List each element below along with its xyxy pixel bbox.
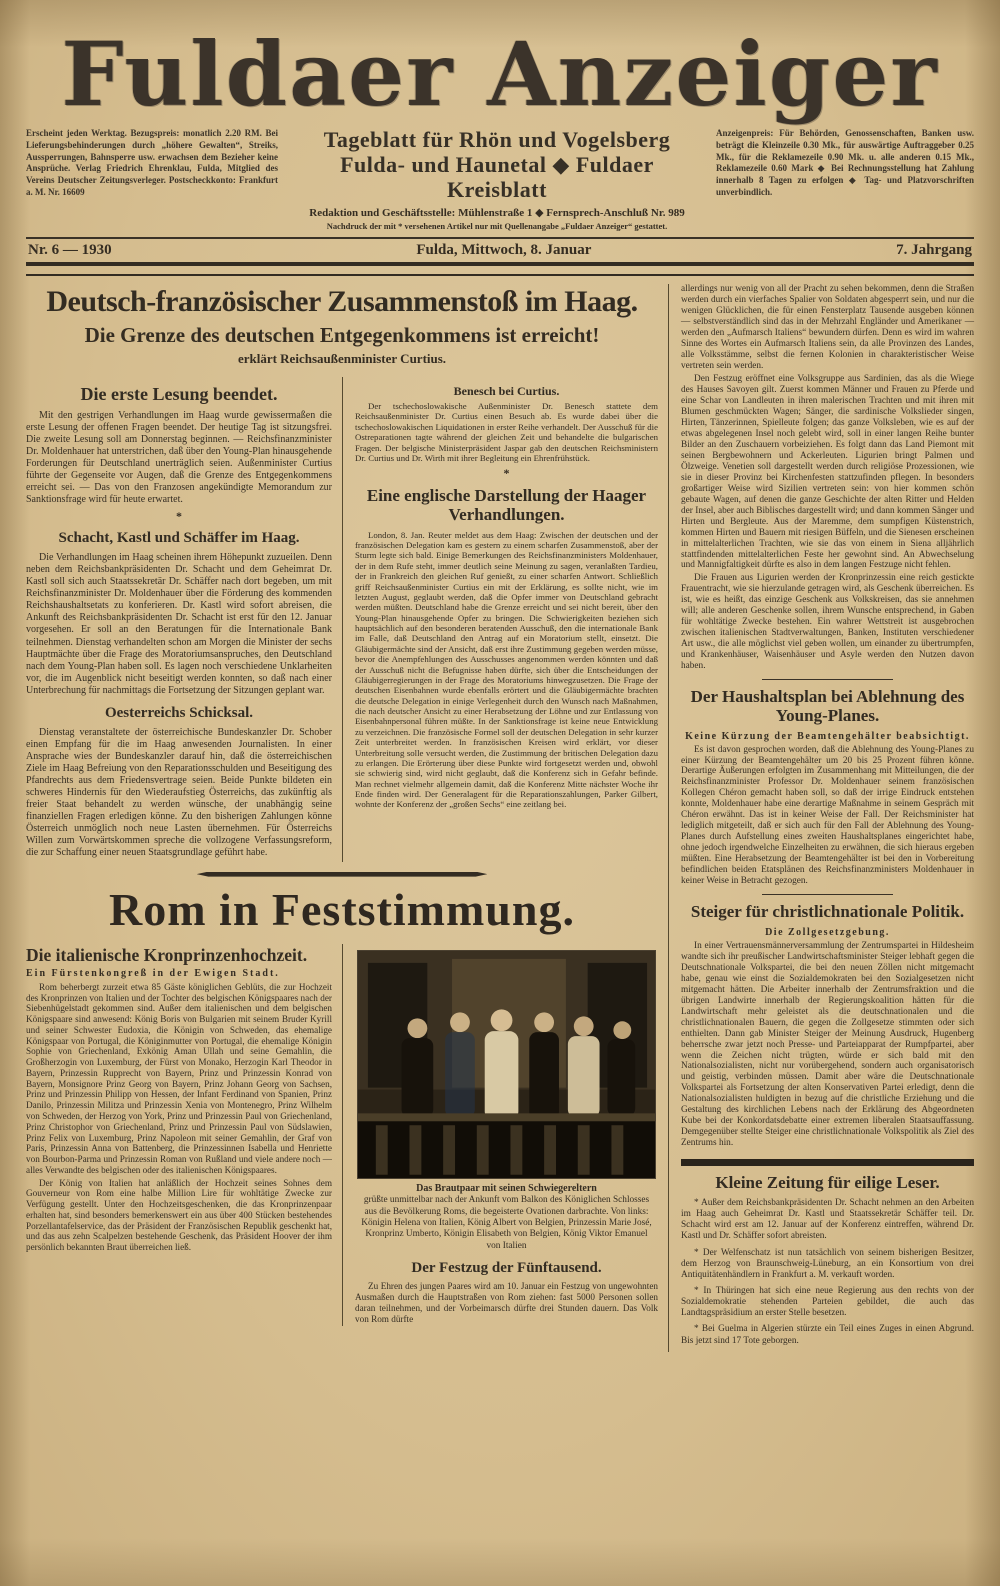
- issue-number: Nr. 6 — 1930: [28, 242, 112, 259]
- short-rule: [762, 679, 894, 680]
- article-body: Die Verhandlungen im Haag scheinen ihrem Höhepunkt zuzueilen. Denn neben dem Reichsbankpräsidenten Dr. Schacht und dem Geheimrat Dr. Kastl soll sich auch Staatssekretär Dr. Schäffer nach dort begeben, um mit Reichsfinanzminister Dr. Moldenhauer über die Förderung des kommenden Reichshaushaltsetats zu konferieren. Dr. Kastl wird sofort abreisen, die Ankunft des Reichsbankpräsidenten Dr. Schacht ist erst für den 12. Januar vorgesehen. Er soll an den Beratungen für die Internationale Bank teilnehmen. Dienstag verhandelten schon am Morgen die Minister der sechs Hauptmächte über die Frage des Moratoriumsanspruches, den Deutschland nach dem Young-Plan haben soll. Es lagen noch verschiedene Unklarheiten vor, die im Augenblick nicht beseitigt werden konnten, so daß nach einer Unterbrechung für nachmittags die Fortsetzung der Sitzungen geplant war.: [26, 551, 332, 696]
- subscription-info: Erscheint jeden Werktag. Bezugspreis: monatlich 2.20 RM. Bei Lieferungsbehinderungen durch „höhere Gewalten“, Streiks, Aussperrungen, Bahnsperre usw. erwachsen dem Bezieher keine Ansprüche. Verlag Friedrich Ehrenklau, Fulda, Mitglied des Vereins Deutscher Zeitungsverleger. Postscheckkonto: Frankfurt a. M. Nr. 16609: [26, 128, 278, 197]
- dateline: [26, 239, 974, 262]
- article-body: Die Frauen aus Ligurien werden der Kronprinzessin eine reich gestickte Frauentracht, wie sie hierzulande getragen wird, als Geschenk überreichen. Es ist, wie es heißt, das einzige Geschenk aus Volkskreisen, das sie annehmen will; alle anderen Geschenke sollen, ihrem Wunsche entsprechend, in Gaben für wohltätige Zwecke bestehen. Ein wahrer Wettstreit ist ausgebrochen zwischen italienischen Stadtverwaltungen, Banken, Instituten verschiedener Art usw., die alle möglichst viel geben wollen, um einander zu übertrumpfen, und Krankenhäuser, Waisenhäuser und Asyle werden den Nutzen davon haben.: [681, 573, 974, 672]
- article-body: Es ist davon gesprochen worden, daß die Ablehnung des Young-Planes zu einer Kürzung der Beamtengehälter um 20 bis 25 Prozent führen könne. Derartige Äußerungen erfolgten im Zusammenhang mit Mitteilungen, die der Reichsfinanzminister Professor Dr. Moldenhauer seinem französischen Kollegen Chéron gemacht haben soll, so daß der irrige Eindruck entstehen konnte, Moldenhauer habe eine derartige Maßnahme in seinem Gespräch mit Chéron erwähnt. Das ist in keiner Weise der Fall. Der Reichsminister hat lediglich mitgeteilt, daß er sich auch für den Fall der Ablehnung des Young-Planes durch Aufstellung eines zweiten Haushaltsplanes eingerichtet habe, ohne jedoch irgendwelche Einzelheiten zu erwähnen, die sich hieraus ergeben müßten. Eine Herabsetzung der Beamtengehälter ist bei den in Vorbereitung befindlichen beiden Etatsplänen des Reichsfinanzministers Moldenhauer in keiner Weise in Betracht gezogen.: [681, 744, 974, 887]
- reprint-notice: Nachdruck der mit * versehenen Artikel nur mit Quellenangabe „Fuldaer Anzeiger“ gestattet.: [326, 221, 668, 232]
- subtitle-line2: Fulda- und Haunetal ◆ Fuldaer Kreisblatt: [340, 152, 654, 202]
- star-separator: *: [503, 466, 510, 481]
- office-address: Redaktion und Geschäftsstelle: Mühlenstraße 1 ◆ Fernsprech-Anschluß Nr. 989: [309, 207, 685, 220]
- lead-byline: erklärt Reichsaußenminister Curtius.: [237, 350, 447, 366]
- upper-columns: [26, 377, 658, 862]
- article-body: Der tschechoslowakische Außenminister Dr. Benesch stattete dem Reichsaußenminister Dr. Curtius einen Besuch ab. Es wurde dabei über die tschechoslowakischen Liquidationen in erster Reihe verhandelt. Der Ausschuß für die Ostreparationen tagte während der gleichen Zeit und behandelte die bulgarischen Fragen. Der belgische Ministerpräsident Jaspar gab den deutschen Reichsministern Dr. Curtius und Dr. Wirth mit ihrer Begleitung ein Ehrenfrühstück.: [355, 401, 658, 463]
- article-heading: Der Festzug der Fünftausend.: [411, 1259, 602, 1276]
- wedding-photo: [357, 950, 656, 1180]
- article-body: Den Festzug eröffnet eine Volksgruppe aus Sardinien, das als die Wiege des Hauses Savoyen gilt. Zuerst kommen Männer und Frauen zu Pferde und eine Schar von Landleuten in ihren malerischen Trachten und mit ihren mit Blumen geschmückten Wagen; Sänger, die sardinische Volkslieder singen, Hirten, Tänzerinnen, Spielleute folgen; das ganze Volksleben, wie es auf der etwas abgelegenen Insel noch gelebt wird, soll in einer langen Reihe bunter Bilder an den Zuschauern vorbeiziehen. Es folgt dann das Land Piemont mit seinen Bergbewohnern und Ackerleuten. Ligurien bringt Palmen und Ölzweige. Venetien soll dargestellt werden durch religiöse Prozessionen, wie sie in dieser Provinz bei Kirchenfesten stattzufinden pflegen. In besonders großartiger Weise wird Sizilien vertreten sein: von hier kommen schön gebaute Wagen, auf denen die ganze Geschichte der alten Ritter und Helden der Insel, aber auch Biblisches dargestellt wird; und dann kommen Sänger und Hirten und Bergleute. Aus der Maremme, dem sumpfigen Küstenstrich, kommen Hirten und Bauern mit riesigen Büffeln, und die Sienesen erscheinen in mittelalterlichen Trachten, wie sie das von einem in Siena alljährlich stattfindenden mittelalterlichen Feste her gewohnt sind. An Abwechselung und Mannigfaltigkeit dürfte es also in dem langen Festzuge nicht fehlen.: [681, 374, 974, 571]
- article-heading: Oesterreichs Schicksal.: [104, 705, 254, 722]
- publication-date: Fulda, Mittwoch, 8. Januar: [416, 242, 592, 259]
- news-brief-item: * Außer dem Reichsbankpräsidenten Dr. Schacht nehmen an den Arbeiten im Haag auch Geheimrat Dr. Kastl und Staatssekretär Schäffer teil. Dr. Schacht wird erst am 12. Januar auf der Konferenz eintreffen, während Dr. Kastl und Dr. Schäffer sofort abreisten.: [681, 1197, 974, 1242]
- volume: 7. Jahrgang: [896, 242, 972, 259]
- content-area: [26, 284, 974, 1352]
- article-body: Der König von Italien hat anläßlich der Hochzeit seines Sohnes dem Gouverneur von Rom eine halbe Million Lire für wohltätige Zwecke zur Verfügung gestellt. Unter den Hochzeitsgeschenken, die das Kronprinzenpaar erhalten hat, sind besonders bemerkenswert ein aus über 400 Stücken bestehendes Porzellantafelservice, das der Präsident der Französischen Republik geschenkt hat, und das aus zehn Scalpelzen bestehende Geschenk, das Präsident Hoover der ihm persönlich bekannten Braut überreichen ließ.: [26, 1177, 332, 1253]
- article-heading: Eine englische Darstellung der Haager Verhandlungen.: [366, 486, 647, 524]
- tapered-rule: [197, 872, 488, 877]
- thick-separator-bar: [681, 1159, 974, 1166]
- column-3: [668, 284, 974, 1352]
- article-heading: Schacht, Kastl und Schäffer im Haag.: [58, 530, 300, 547]
- photo-caption-title: Das Brautpaar mit seinen Schwiegereltern: [416, 1183, 597, 1195]
- article-heading: Der Haushaltsplan bei Ablehnung des Young-Planes.: [690, 687, 965, 725]
- article-body: Rom beherbergt zurzeit etwa 85 Gäste königlichen Geblüts, die zur Hochzeit des Kronprinzen von Italien und der Tochter des belgischen Königspaares nach der Siebenhügelstadt gekommen sind. Außer dem italienischen und dem belgischen Königspaare sind anwesend: König Boris von Bulgarien mit seinem Bruder Kyrill und seiner Schwester Eudoxia, die Königin von Schweden, das ehemalige Königspaar von Portugal, die Königinmutter von Portugal, die ehemalige Königin Sophie von Griechenland, Exkönig Aman Ullah und seine Gemahlin, die Großherzogin von Luxemburg, der Fürst von Monako, Herzogin Karl Theodor in Bayern, Prinzessin Rupprecht von Bayern, Prinz und Prinzessin Konrad von Bayern, Monsignore Prinz Georg von Bayern, Prinz Johann Georg von Sachsen, Prinz und Prinzessin Philipp von Hessen, der Infant Ferdinand von Spanien, Prinz Danilo, Prinzessin Militza und Prinzessin Xenia von Montenegro, Prinz Wilhelm von Schweden, der Herzog von York, Prinz und Prinzessin Paul von Griechenland, Prinz Christophor von Griechenland, Prinz und Prinzessin Paul von Südslawien, Prinz Felix von Luxemburg, Prinz Napoleon mit seiner Gemahlin, der Graf von Paris, Prinzessin Anna von Battenberg, die Prinzessinnen Isabella und Henriette von Bourbon-Parma und Prinzessin Roman von Rußland und viele andere noch — alles Verwandte des belgischen oder des italienischen Königspaares.: [26, 981, 332, 1175]
- masthead-title: Fuldaer Anzeiger: [61, 22, 939, 126]
- news-brief-item: * Der Welfenschatz ist nun tatsächlich von seinem bisherigen Besitzer, dem Herzog von Braunschweig-Lüneburg, an ein Konsortium von drei Antiquitätenhändlern in Frankfurt a. M. verkauft worden.: [681, 1247, 974, 1280]
- lead-article-head: [26, 286, 658, 367]
- article-body: Dienstag veranstaltete der österreichische Bundeskanzler Dr. Schober einen Empfang für die im Haag anwesenden Journalisten. In einer Ansprache wies der Bundeskanzler darauf hin, daß die österreichischen Ziele im Haag Befreiung von den Reparationsschulden und Beseitigung des Pfandrechts aus dem Friedensvertrage seien. Beide Punkte bildeten ein schweres Hindernis für den Wiederaufstieg Österreichs, das zukünftig als freier Staat behandelt zu werden wünsche, der unabhängig seine finanziellen Fragen erledigen könne. Zu den bisherigen Zahlungen könne Österreich unmöglich noch neue Lasten übernehmen. Für Österreichs Willen zum Vorwärtskommen spreche die vollzogene Verfassungsreform, die zur Schaffung einer neuen Staatsgrundlage geführt habe.: [26, 726, 332, 859]
- column-2-lower: [342, 944, 658, 1327]
- article-heading: Die italienische Kronprinzenhochzeit.: [26, 944, 308, 965]
- article-heading: Steiger für christlichnationale Politik.: [690, 902, 965, 922]
- news-brief-item: * In Thüringen hat sich eine neue Regierung aus den rechts von der Sozialdemokratie stehenden Parteien gebildet, die auch das Landtagspräsidium an erster Stelle besetzen.: [681, 1286, 974, 1319]
- column-2: [342, 377, 658, 862]
- subtitle-block: [292, 128, 702, 231]
- lower-columns: [26, 944, 658, 1327]
- star-separator: *: [176, 509, 182, 524]
- short-rule: [762, 894, 894, 895]
- article-heading: Benesch bei Curtius.: [453, 383, 560, 398]
- wedding-photo-image: [358, 951, 655, 1179]
- lead-headline: Deutsch-französischer Zusammenstoß im Haag.: [46, 285, 638, 319]
- rom-headline: Rom in Feststimmung.: [109, 883, 575, 935]
- header-info-row: [26, 128, 974, 231]
- article-kicker: Ein Fürstenkongreß in der Ewigen Stadt.: [26, 967, 280, 979]
- ad-prices-info: Anzeigenpreis: Für Behörden, Genossenschaften, Banken usw. beträgt die Kleinzeile 0.30 Mk., für auswärtige Auftraggeber 0.25 Mk., für die Reklamezeile 0.90 Mk. u. alle anderen 0.15 Mk., Reklamezeile 0.60 Mark ◆ Bei Rechnungsstellung hat Zahlung innerhalb 8 Tagen zu erfolgen ◆ Tag- und Platzvorschriften unverbindlich.: [716, 128, 974, 197]
- column-1-lower: [26, 944, 342, 1327]
- subtitle-line1: Tageblatt für Rhön und Vogelsberg: [323, 127, 671, 153]
- article-body: In einer Vertrauensmännerversammlung der Zentrumspartei in Hildesheim wandte sich ihr preußischer Landwirtschaftsminister Steiger lebhaft gegen die Deutschnationale Volkspartei, die bei den neuen Zöllen nicht mitgemacht habe, genau wie einst die Sozialdemokraten bei den Sozialgesetzen nicht mitgemacht hätten. Die Arbeiter innerhalb der Zentrumsfraktion und die übrigen Landwirte innerhalb der Regierungskoalition hätten für die Landwirtschaft mehr geleistet als die deutschnationalen und die christlichnationalen Bauern, die gegen die Zollgesetze stimmten oder sich enthielten. Dann gab Minister Steiger der Meinung Ausdruck, Hugenberg beherrsche zwar jetzt noch Presse- und Parteiapparat der Rumpfpartei, aber wenn die Zeichen nicht trügten, würde er sich bald mit den Nationalsozialisten, nicht nur vorübergehend, sondern auch organisatorisch und geistig, verbinden müssen. Damit aber wäre die Deutschnationale Volkspartei als Fortsetzung der alten Konservativen Partei erledigt, denn die Nationalsozialisten huldigten in bezug auf die christliche Erziehung und die Gestaltung des kirchlichen Lebens nach der Erklärung des Abgeordneten Kube bei der Konkordatsdebatte einer extremen liberalen Staatsauffassung. Demgegenüber stellte Steiger eine christlichnationale Volkspolitik als Ziel des Zentrums hin.: [681, 940, 974, 1149]
- photo-caption: grüßte unmittelbar nach der Ankunft vom Balkon des Königlichen Schlosses aus die Bevölkerung Roms, die begeisterte Ovationen darbrachte. Von links: Königin Helena von Italien, König Albert von Belgien, Prinzessin Marie José, Kronprinz Umberto, Königin Elisabeth von Belgien, König Viktor Emanuel von Italien: [361, 1195, 652, 1251]
- article-heading: Die erste Lesung beendet.: [80, 383, 278, 404]
- article-heading: Kleine Zeitung für eilige Leser.: [715, 1173, 940, 1193]
- lead-subheadline: Die Grenze des deutschen Entgegenkommens ist erreicht!: [84, 322, 600, 347]
- left-region: [26, 284, 668, 1352]
- news-brief-item: * Bei Guelma in Algerien stürzte ein Teil eines Zuges in einen Abgrund. Bis jetzt sind 17 Tote geborgen.: [681, 1324, 974, 1346]
- article-kicker: Keine Kürzung der Beamtengehälter beabsichtigt.: [685, 730, 970, 742]
- column-1: [26, 377, 342, 862]
- article-body: allerdings nur wenig von all der Pracht zu sehen bekommen, denn die Straßen werden durch ein vierfaches Spalier von Soldaten abgesperrt sein, und nur die wenigen Glücklichen, die für einen Fensterplatz Tausende ausgeben können — selbstverständlich sind das in der Mehrzahl Engländer und Amerikaner — werden den „Aufmarsch Italiens“ bewundern dürfen. Denn es wird im wahren Sinne des Wortes ein Aufmarsch Italiens sein, da alle Provinzen des Landes, alle Volksstämme, selbst die fernen Kolonien in charakteristischer Weise vertreten sein werden.: [681, 284, 974, 372]
- rule-below-dateline: [26, 262, 974, 276]
- article-body: London, 8. Jan. Reuter meldet aus dem Haag: Zwischen der deutschen und der französischen Delegation kam es gestern zu einem scharfen Zusammenstoß, aber der Sturm legte sich bald. Einige Bemerkungen des Reichsfinanzministers Moldenhauer, der in dem Rufe steht, immer deutlich seine Meinung zu sagen, veranlaßten Tardieu, der in Frankreich den gleichen Ruf genießt, zu einer scharfen Antwort. Schließlich griff Reichsaußenminister Curtius ein mit der Erklärung, es sollte nicht, wie im letzten August, geglaubt werden, daß die Opfer immer von Deutschland gebracht werden müßten. Deutschland habe die Grenze erreicht und sei nicht bereit, über den Young-Plan hinausgehende Opfer zu bringen. Die Schwierigkeiten beziehen sich hauptsächlich auf den besonderen beratenden Ausschuß, den die internationale Bank im Falle, daß Deutschland den Antrag auf ein Moratorium stellt, einsetzt. Die Gläubigermächte sind der Ansicht, daß erst ihre Zustimmung gegeben werden müsse, bevor die Anempfehlungen des Ausschusses angenommen werden könnten und daß der Ausschuß nicht die Befugnisse haben dürfte, sich über die Entscheidungen der Gläubigerregierungen in der Frage des Moratoriums hinwegzusetzen. Die Frage der deutschen Eisenbahnen wurde ebenfalls erörtert und die Gläubigermächte brachten die deutsche Delegation in einige Verlegenheit durch den Wunsch nach Maßnahmen, die nach deutscher Ansicht zu einer Herabsetzung der Löhne und zur Entlassung von Eisenbahnpersonal führen müßte. In der Sanktionsfrage ist keine neue Entwicklung zu verzeichnen. Die französische Formel soll der deutschen Delegation in sehr kurzer Zeit unterbreitet werden. In französischen Kreisen wird erklärt, vor dieser Unterbreitung solle versucht werden, die Zustimmung der britischen Delegation dazu zu erlangen. Die Erörterung über diese Punkte wird fortgesetzt werden und, obwohl sie schwierig sind, wird nicht geglaubt, daß die Konferenz sich in Gefahr befinde. Man rechnet vielmehr allgemein damit, daß die Konferenz Mitte nächster Woche ihr Ende finden wird. Der Generalagent für die Reparationszahlungen, Parker Gilbert, wohnte der Konferenz der „großen Sechs“ eine zeitlang bei.: [355, 529, 658, 810]
- article-body: Zu Ehren des jungen Paares wird am 10. Januar ein Festzug von ungewohnten Ausmaßen durch die Hauptstraßen von Rom ziehen: fast 5000 Personen sollen daran teilnehmen, und der Vorbeimarsch dürfte drei Stunden dauern. Das Volk von Rom dürfte: [355, 1281, 658, 1324]
- article-kicker: Die Zollgesetzgebung.: [765, 926, 890, 938]
- article-body: Mit den gestrigen Verhandlungen im Haag wurde gewissermaßen die erste Lesung der offenen Fragen beendet. Der heutige Tag ist sitzungsfrei. Die zweite Lesung soll am Donnerstag beginnen. — Reichsfinanzminister Dr. Moldenhauer hat unterstrichen, daß über den Young-Plan hinausgehende Forderungen für Deutschland unerträglich seien. Außenminister Curtius führte der Gegenseite vor Augen, daß die Grenze des Entgegenkommens erreicht sei. — Das von den Franzosen angekündigte Memorandum zur Sanktionsfrage wird für heute erwartet.: [26, 409, 332, 506]
